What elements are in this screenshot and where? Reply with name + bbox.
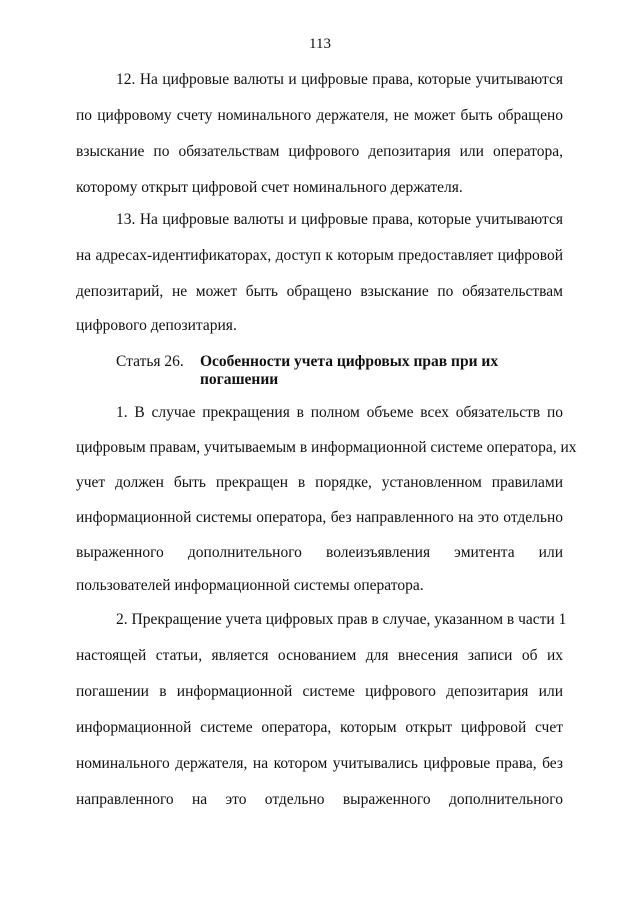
paragraph-12-line-3: взыскание по обязательствам цифрового депозитария или оператора,	[76, 143, 563, 160]
paragraph-12-line-1: 12. На цифровые валюты и цифровые права, которые учитываются	[116, 71, 563, 88]
paragraph-1-line-3: учет должен быть прекращен в порядке, установленном правилами	[76, 474, 563, 491]
paragraph-2-line-6: направленного на это отдельно выраженного дополнительного	[76, 791, 563, 808]
paragraph-13-line-2: на адресах-идентификаторах, доступ к которым предоставляет цифровой	[76, 247, 563, 264]
paragraph-2-line-3: погашении в информационной системе цифрового депозитария или	[76, 683, 563, 700]
paragraph-2-line-1: 2. Прекращение учета цифровых прав в случае, указанном в части 1	[116, 611, 567, 628]
paragraph-1-line-5: выраженного дополнительного волеизъявления эмитента или	[76, 544, 563, 561]
paragraph-13-line-1: 13. На цифровые валюты и цифровые права, которые учитываются	[116, 211, 563, 228]
article-label: Статья 26.	[116, 353, 184, 370]
article-title-line-1: Особенности учета цифровых прав при их	[200, 353, 499, 370]
page-number: 113	[309, 36, 331, 52]
paragraph-13-line-3: депозитарий, не может быть обращено взыскание по обязательствам	[76, 283, 563, 300]
paragraph-1-line-2: цифровым правам, учитываемым в информационной системе оператора, их	[76, 439, 577, 456]
paragraph-2-line-2: настоящей статьи, является основанием для внесения записи об их	[76, 647, 563, 664]
paragraph-1-line-4: информационной системы оператора, без направленного на это отдельно	[76, 509, 563, 526]
paragraph-2-line-4: информационной системе оператора, которым открыт цифровой счет	[76, 719, 563, 736]
paragraph-1-line-1: 1. В случае прекращения в полном объеме всех обязательств по	[116, 404, 563, 421]
paragraph-2-line-5: номинального держателя, на котором учитывались цифровые права, без	[76, 755, 563, 772]
article-title-line-2: погашении	[200, 371, 279, 388]
paragraph-12-line-2: по цифровому счету номинального держателя, не может быть обращено	[76, 107, 563, 124]
paragraph-13-line-4: цифрового депозитария.	[76, 317, 237, 334]
paragraph-1-line-6: пользователей информационной системы оператора.	[76, 577, 424, 594]
paragraph-12-line-4: которому открыт цифровой счет номинального держателя.	[76, 179, 463, 196]
